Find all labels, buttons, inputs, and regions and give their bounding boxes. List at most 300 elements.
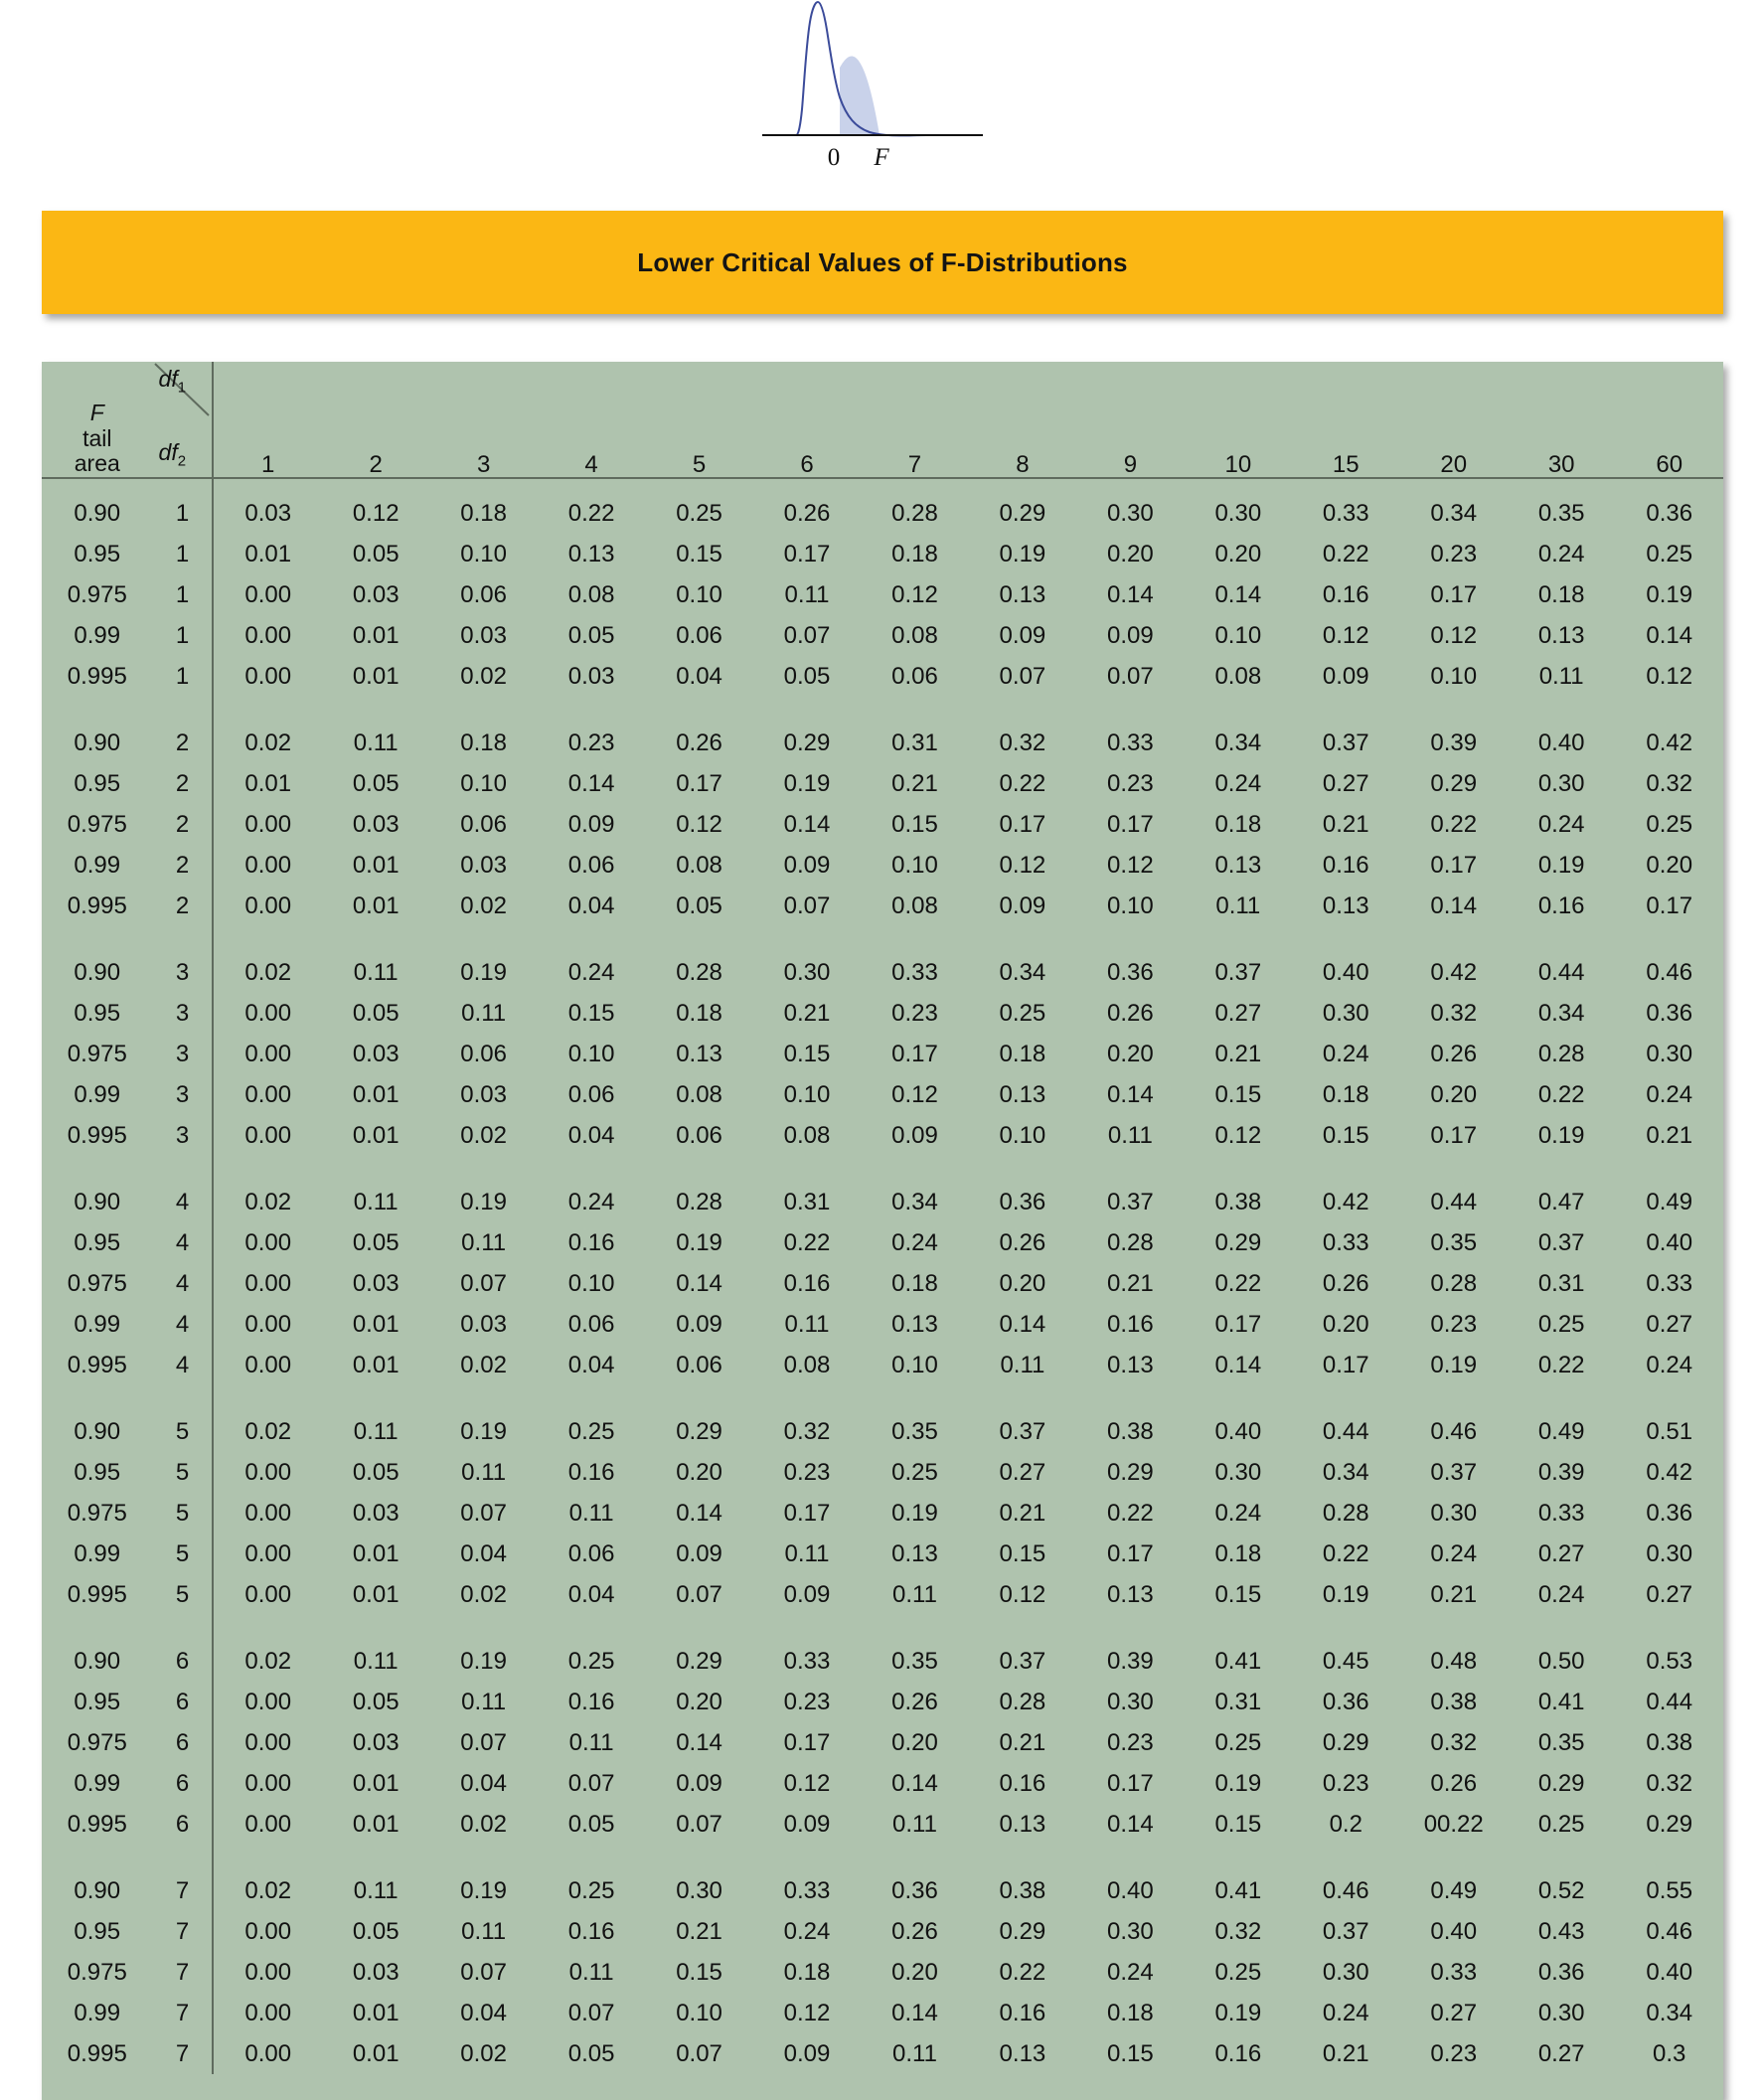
cell-critical-value: 0.06 <box>567 1539 615 1567</box>
cell-critical-value: 0.20 <box>1214 540 1262 567</box>
cell-critical-value: 0.14 <box>891 1769 938 1797</box>
cell-critical-value: 0.04 <box>567 1351 615 1378</box>
cell-critical-value: 0.48 <box>1430 1647 1478 1675</box>
cell-df2: 7 <box>153 1952 214 1993</box>
header-gap-cell <box>213 478 321 493</box>
cell-critical-value: 0.13 <box>999 1810 1046 1838</box>
cell-critical-value: 0.00 <box>244 1040 292 1067</box>
cell-critical-value: 0.08 <box>783 1121 831 1149</box>
cell-critical-value: 0.15 <box>891 810 938 838</box>
cell-critical-value: 0.12 <box>999 1580 1046 1608</box>
cell-critical-value: 0.03 <box>352 1040 400 1067</box>
group-spacer-cell <box>645 697 752 723</box>
cell-critical-value: 0.20 <box>1646 851 1693 879</box>
cell-df2: 3 <box>153 1115 214 1156</box>
cell-tail-area: 0.99 <box>74 1539 121 1567</box>
cell-critical-value: 0.04 <box>676 662 722 690</box>
cell-critical-value: 0.17 <box>1646 891 1693 919</box>
cell-critical-value: 0.32 <box>1646 769 1693 797</box>
cell-critical-value: 0.30 <box>1430 1499 1478 1527</box>
cell-critical-value: 0.00 <box>244 999 292 1027</box>
cell-critical-value: 0.00 <box>244 1310 292 1338</box>
cell-critical-value: 0.12 <box>783 1769 831 1797</box>
cell-critical-value: 0.07 <box>999 662 1046 690</box>
cell-critical-value: 0.11 <box>353 1876 399 1904</box>
cell-critical-value: 0.42 <box>1646 728 1693 756</box>
cell-tail-area: 0.95 <box>74 999 121 1027</box>
group-spacer-cell <box>1615 1845 1723 1870</box>
cell-critical-value: 0.02 <box>244 1188 292 1215</box>
group-spacer-cell <box>1400 1156 1508 1182</box>
cell-critical-value: 0.23 <box>1430 540 1478 567</box>
cell-critical-value: 0.09 <box>783 1580 831 1608</box>
cell-critical-value: 0.02 <box>460 1580 507 1608</box>
table-row <box>42 1641 1723 1682</box>
cell-critical-value: 0.25 <box>567 1647 615 1675</box>
group-spacer-cell <box>1508 1615 1615 1641</box>
cell-critical-value: 0.21 <box>783 999 831 1027</box>
cell-critical-value: 0.17 <box>891 1040 938 1067</box>
tail-area-header-line3: area <box>74 450 120 477</box>
cell-critical-value: 0.38 <box>1107 1417 1154 1445</box>
table-row <box>42 2033 1723 2074</box>
group-spacer-cell <box>322 697 429 723</box>
cell-critical-value: 0.42 <box>1646 1458 1693 1486</box>
cell-critical-value: 0.09 <box>1322 662 1369 690</box>
group-spacer-cell <box>1076 1845 1184 1870</box>
cell-critical-value: 0.05 <box>783 662 831 690</box>
group-spacer-cell <box>322 1615 429 1641</box>
cell-critical-value: 0.29 <box>1214 1228 1262 1256</box>
cell-critical-value: 0.17 <box>1430 1121 1478 1149</box>
group-spacer-cell <box>1508 926 1615 952</box>
f-tail-shading <box>840 56 880 135</box>
cell-critical-value: 0.09 <box>999 621 1046 649</box>
cell-tail-area: 0.995 <box>67 1351 127 1378</box>
group-spacer-cell <box>1076 1615 1184 1641</box>
cell-critical-value: 0.21 <box>1430 1580 1478 1608</box>
cell-critical-value: 0.29 <box>999 499 1046 527</box>
tail-area-header <box>42 362 153 477</box>
cell-critical-value: 0.17 <box>783 540 831 567</box>
cell-critical-value: 0.00 <box>244 1999 292 2026</box>
cell-critical-value: 0.22 <box>567 499 615 527</box>
cell-df2: 3 <box>153 1074 214 1115</box>
cell-critical-value: 0.04 <box>460 1769 507 1797</box>
group-spacer-cell <box>42 926 153 952</box>
cell-critical-value: 0.16 <box>999 1999 1046 2026</box>
cell-critical-value: 0.28 <box>1107 1228 1154 1256</box>
header-gap-row <box>42 478 1723 493</box>
cell-critical-value: 0.44 <box>1646 1688 1693 1715</box>
group-spacer-row <box>42 697 1723 723</box>
cell-critical-value: 0.11 <box>784 580 830 608</box>
cell-tail-area: 0.90 <box>74 728 121 756</box>
table-row <box>42 1452 1723 1493</box>
cell-critical-value: 0.06 <box>567 851 615 879</box>
column-header-df1-9: 9 <box>1123 451 1138 478</box>
cell-critical-value: 0.19 <box>1214 1999 1262 2026</box>
cell-critical-value: 0.05 <box>676 891 722 919</box>
cell-critical-value: 0.37 <box>1322 1917 1369 1945</box>
cell-critical-value: 0.05 <box>567 2039 615 2067</box>
cell-tail-area: 0.90 <box>74 1188 121 1215</box>
cell-critical-value: 0.26 <box>676 728 722 756</box>
group-spacer-cell <box>969 1845 1076 1870</box>
group-spacer-cell <box>1615 1156 1723 1182</box>
cell-critical-value: 0.13 <box>676 1040 722 1067</box>
cell-critical-value: 0.00 <box>244 851 292 879</box>
cell-critical-value: 0.01 <box>352 1539 400 1567</box>
cell-critical-value: 0.14 <box>1107 580 1154 608</box>
cell-df2: 3 <box>153 1034 214 1074</box>
cell-critical-value: 0.11 <box>461 1458 507 1486</box>
cell-critical-value: 0.01 <box>352 1310 400 1338</box>
cell-critical-value: 0.31 <box>783 1188 831 1215</box>
cell-critical-value: 0.09 <box>567 810 615 838</box>
group-spacer-cell <box>1615 697 1723 723</box>
cell-critical-value: 0.13 <box>1107 1580 1154 1608</box>
cell-critical-value: 0.29 <box>1107 1458 1154 1486</box>
cell-critical-value: 0.09 <box>783 1810 831 1838</box>
cell-tail-area: 0.95 <box>74 540 121 567</box>
column-header-df1-7: 7 <box>907 451 922 478</box>
cell-critical-value: 0.33 <box>783 1647 831 1675</box>
cell-critical-value: 0.19 <box>460 958 507 986</box>
group-spacer-row <box>42 1385 1723 1411</box>
cell-critical-value: 0.14 <box>1107 1810 1154 1838</box>
cell-critical-value: 0.23 <box>1322 1769 1369 1797</box>
cell-critical-value: 0.24 <box>783 1917 831 1945</box>
group-spacer-cell <box>213 1385 321 1411</box>
cell-df2: 1 <box>153 656 214 697</box>
cell-critical-value: 0.22 <box>1214 1269 1262 1297</box>
cell-critical-value: 0.29 <box>1646 1810 1693 1838</box>
cell-critical-value: 0.10 <box>1107 891 1154 919</box>
cell-critical-value: 0.11 <box>568 1499 614 1527</box>
cell-critical-value: 0.55 <box>1646 1876 1693 1904</box>
tail-area-header-line1: F <box>89 399 104 425</box>
cell-critical-value: 0.32 <box>1214 1917 1262 1945</box>
cell-critical-value: 0.11 <box>353 1417 399 1445</box>
table-bottom-padding <box>42 2074 1723 2100</box>
cell-critical-value: 0.13 <box>1537 621 1585 649</box>
cell-tail-area: 0.99 <box>74 1310 121 1338</box>
cell-critical-value: 0.03 <box>244 499 292 527</box>
cell-tail-area: 0.995 <box>67 2039 127 2067</box>
table-row <box>42 1911 1723 1952</box>
cell-critical-value: 0.31 <box>891 728 938 756</box>
cell-tail-area: 0.975 <box>67 580 127 608</box>
cell-critical-value: 0.36 <box>891 1876 938 1904</box>
cell-critical-value: 0.15 <box>783 1040 831 1067</box>
cell-df2: 2 <box>153 723 214 763</box>
cell-critical-value: 0.14 <box>567 769 615 797</box>
group-spacer-cell <box>1185 697 1292 723</box>
cell-critical-value: 0.16 <box>1322 580 1369 608</box>
cell-critical-value: 0.17 <box>1322 1351 1369 1378</box>
cell-critical-value: 0.30 <box>1646 1539 1693 1567</box>
cell-critical-value: 0.10 <box>891 1351 938 1378</box>
cell-critical-value: 0.33 <box>891 958 938 986</box>
cell-critical-value: 0.10 <box>891 851 938 879</box>
cell-critical-value: 0.38 <box>1646 1728 1693 1756</box>
cell-critical-value: 0.01 <box>352 1080 400 1108</box>
cell-df2: 6 <box>153 1722 214 1763</box>
cell-critical-value: 0.10 <box>999 1121 1046 1149</box>
cell-critical-value: 0.28 <box>891 499 938 527</box>
cell-critical-value: 0.39 <box>1430 728 1478 756</box>
group-spacer-cell <box>1508 697 1615 723</box>
cell-critical-value: 0.44 <box>1537 958 1585 986</box>
cell-critical-value: 0.18 <box>1537 580 1585 608</box>
group-spacer-cell <box>1076 1385 1184 1411</box>
cell-critical-value: 0.24 <box>1322 1040 1369 1067</box>
cell-critical-value: 0.23 <box>1430 2039 1478 2067</box>
cell-critical-value: 0.02 <box>244 1876 292 1904</box>
cell-critical-value: 0.35 <box>1537 499 1585 527</box>
cell-critical-value: 0.02 <box>460 1121 507 1149</box>
cell-critical-value: 0.11 <box>891 1580 937 1608</box>
cell-df2: 5 <box>153 1411 214 1452</box>
cell-critical-value: 0.08 <box>891 621 938 649</box>
group-spacer-cell <box>753 1845 861 1870</box>
cell-critical-value: 0.25 <box>1646 540 1693 567</box>
cell-critical-value: 0.07 <box>783 621 831 649</box>
group-spacer-cell <box>429 697 537 723</box>
group-spacer-cell <box>753 1615 861 1641</box>
cell-critical-value: 0.21 <box>1322 2039 1369 2067</box>
cell-critical-value: 0.17 <box>1430 851 1478 879</box>
cell-critical-value: 0.33 <box>1646 1269 1693 1297</box>
cell-critical-value: 0.18 <box>999 1040 1046 1067</box>
cell-critical-value: 0.05 <box>567 1810 615 1838</box>
cell-df2: 2 <box>153 845 214 886</box>
cell-critical-value: 0.14 <box>676 1269 722 1297</box>
cell-critical-value: 0.20 <box>1107 540 1154 567</box>
group-spacer-cell <box>1400 1615 1508 1641</box>
table-row <box>42 1993 1723 2033</box>
table-row <box>42 952 1723 993</box>
header-gap-cell <box>1508 478 1615 493</box>
cell-critical-value: 0.35 <box>1537 1728 1585 1756</box>
cell-df2: 5 <box>153 1574 214 1615</box>
cell-critical-value: 0.03 <box>352 1728 400 1756</box>
cell-tail-area: 0.95 <box>74 769 121 797</box>
cell-critical-value: 0.04 <box>460 1999 507 2026</box>
cell-critical-value: 0.01 <box>352 891 400 919</box>
cell-critical-value: 0.25 <box>1214 1958 1262 1986</box>
cell-critical-value: 0.11 <box>784 1310 830 1338</box>
cell-critical-value: 0.15 <box>1322 1121 1369 1149</box>
cell-critical-value: 0.06 <box>460 810 507 838</box>
cell-critical-value: 0.12 <box>891 1080 938 1108</box>
group-spacer-cell <box>969 1615 1076 1641</box>
cell-df2: 1 <box>153 615 214 656</box>
cell-critical-value: 0.30 <box>1646 1040 1693 1067</box>
cell-critical-value: 0.10 <box>567 1040 615 1067</box>
cell-critical-value: 0.11 <box>1107 1121 1153 1149</box>
cell-critical-value: 0.11 <box>461 1228 507 1256</box>
cell-critical-value: 0.19 <box>783 769 831 797</box>
cell-critical-value: 0.33 <box>1107 728 1154 756</box>
group-spacer-cell <box>753 1385 861 1411</box>
cell-tail-area: 0.95 <box>74 1688 121 1715</box>
cell-critical-value: 0.00 <box>244 1688 292 1715</box>
cell-critical-value: 0.46 <box>1322 1876 1369 1904</box>
column-header-df1-4: 4 <box>584 451 598 478</box>
cell-critical-value: 0.03 <box>352 580 400 608</box>
cell-critical-value: 0.16 <box>783 1269 831 1297</box>
table-row <box>42 1804 1723 1845</box>
cell-critical-value: 0.01 <box>352 2039 400 2067</box>
header-gap-cell <box>42 478 153 493</box>
group-spacer-cell <box>538 1845 645 1870</box>
header-gap-cell <box>1615 478 1723 493</box>
header-gap-cell <box>1076 478 1184 493</box>
group-spacer-cell <box>213 1156 321 1182</box>
group-spacer-row <box>42 926 1723 952</box>
cell-critical-value: 0.04 <box>567 1580 615 1608</box>
cell-critical-value: 0.08 <box>567 580 615 608</box>
table-row <box>42 1493 1723 1534</box>
cell-critical-value: 0.37 <box>1322 728 1369 756</box>
cell-critical-value: 0.13 <box>999 580 1046 608</box>
cell-critical-value: 0.24 <box>1537 540 1585 567</box>
cell-df2: 6 <box>153 1641 214 1682</box>
cell-critical-value: 0.14 <box>1214 580 1262 608</box>
cell-critical-value: 0.19 <box>999 540 1046 567</box>
cell-critical-value: 0.07 <box>460 1728 507 1756</box>
header-gap-cell <box>153 478 214 493</box>
cell-critical-value: 0.22 <box>1322 540 1369 567</box>
group-spacer-cell <box>861 1615 968 1641</box>
group-spacer-cell <box>1400 1845 1508 1870</box>
cell-critical-value: 0.35 <box>1430 1228 1478 1256</box>
cell-critical-value: 0.10 <box>567 1269 615 1297</box>
group-spacer-cell <box>645 926 752 952</box>
cell-critical-value: 0.25 <box>891 1458 938 1486</box>
cell-critical-value: 0.41 <box>1537 1688 1585 1715</box>
cell-critical-value: 0.04 <box>567 1121 615 1149</box>
cell-critical-value: 0.21 <box>999 1499 1046 1527</box>
cell-critical-value: 0.17 <box>783 1728 831 1756</box>
cell-critical-value: 0.03 <box>352 810 400 838</box>
group-spacer-cell <box>1185 1156 1292 1182</box>
cell-critical-value: 0.17 <box>1214 1310 1262 1338</box>
column-header-df1-30: 30 <box>1547 451 1575 478</box>
cell-critical-value: 0.07 <box>567 1769 615 1797</box>
cell-critical-value: 0.34 <box>1537 999 1585 1027</box>
cell-critical-value: 0.29 <box>1322 1728 1369 1756</box>
cell-critical-value: 0.30 <box>1322 999 1369 1027</box>
cell-df2: 7 <box>153 1911 214 1952</box>
cell-critical-value: 0.00 <box>244 1769 292 1797</box>
cell-critical-value: 0.3 <box>1653 2039 1686 2067</box>
cell-critical-value: 0.11 <box>461 999 507 1027</box>
cell-critical-value: 0.00 <box>244 1917 292 1945</box>
cell-critical-value: 0.26 <box>999 1228 1046 1256</box>
table-row <box>42 1411 1723 1452</box>
cell-critical-value: 0.40 <box>1430 1917 1478 1945</box>
cell-df2: 2 <box>153 886 214 926</box>
cell-critical-value: 0.15 <box>676 540 722 567</box>
cell-critical-value: 0.15 <box>567 999 615 1027</box>
group-spacer-cell <box>213 1615 321 1641</box>
cell-critical-value: 0.11 <box>1000 1351 1045 1378</box>
table-row <box>42 1345 1723 1385</box>
column-header-df1-8: 8 <box>1016 451 1030 478</box>
cell-df2: 4 <box>153 1304 214 1345</box>
group-spacer-cell <box>645 1156 752 1182</box>
group-spacer-cell <box>429 926 537 952</box>
cell-critical-value: 0.30 <box>1107 1917 1154 1945</box>
cell-critical-value: 0.02 <box>244 958 292 986</box>
cell-critical-value: 0.25 <box>999 999 1046 1027</box>
cell-critical-value: 0.00 <box>244 1810 292 1838</box>
group-spacer-cell <box>42 1385 153 1411</box>
cell-critical-value: 0.00 <box>244 1458 292 1486</box>
group-spacer-cell <box>753 1156 861 1182</box>
cell-df2: 4 <box>153 1345 214 1385</box>
cell-critical-value: 0.32 <box>783 1417 831 1445</box>
group-spacer-cell <box>538 926 645 952</box>
cell-critical-value: 0.37 <box>1430 1458 1478 1486</box>
group-spacer-cell <box>1508 1845 1615 1870</box>
cell-df2: 7 <box>153 2033 214 2074</box>
cell-critical-value: 0.13 <box>891 1310 938 1338</box>
cell-critical-value: 0.12 <box>1214 1121 1262 1149</box>
group-spacer-cell <box>969 1385 1076 1411</box>
cell-critical-value: 0.27 <box>1537 2039 1585 2067</box>
cell-critical-value: 0.15 <box>676 1958 722 1986</box>
cell-critical-value: 0.24 <box>1214 769 1262 797</box>
cell-critical-value: 0.02 <box>244 1647 292 1675</box>
cell-critical-value: 0.24 <box>1537 810 1585 838</box>
cell-df2: 6 <box>153 1682 214 1722</box>
cell-critical-value: 0.33 <box>1322 499 1369 527</box>
cell-critical-value: 0.15 <box>1214 1080 1262 1108</box>
group-spacer-cell <box>645 1845 752 1870</box>
cell-critical-value: 0.25 <box>676 499 722 527</box>
cell-critical-value: 0.27 <box>999 1458 1046 1486</box>
header-gap-cell <box>861 478 968 493</box>
group-spacer-cell <box>153 1156 214 1182</box>
cell-df2: 5 <box>153 1534 214 1574</box>
cell-critical-value: 0.18 <box>891 1269 938 1297</box>
cell-df2: 2 <box>153 804 214 845</box>
cell-critical-value: 0.18 <box>1107 1999 1154 2026</box>
cell-critical-value: 0.40 <box>1646 1958 1693 1986</box>
cell-critical-value: 0.03 <box>352 1499 400 1527</box>
f-distribution-table-container <box>42 362 1723 2100</box>
cell-critical-value: 0.23 <box>1107 769 1154 797</box>
cell-critical-value: 0.33 <box>1537 1499 1585 1527</box>
group-spacer-cell <box>538 697 645 723</box>
cell-critical-value: 0.36 <box>1537 1958 1585 1986</box>
cell-critical-value: 0.09 <box>891 1121 938 1149</box>
cell-critical-value: 0.25 <box>1646 810 1693 838</box>
cell-critical-value: 0.11 <box>784 1539 830 1567</box>
cell-critical-value: 0.18 <box>891 540 938 567</box>
cell-critical-value: 0.05 <box>352 540 400 567</box>
cell-critical-value: 0.28 <box>1322 1499 1369 1527</box>
cell-critical-value: 0.45 <box>1322 1647 1369 1675</box>
df1-label: $df_1$ <box>158 366 187 397</box>
cell-critical-value: 0.11 <box>353 1647 399 1675</box>
table-row <box>42 493 1723 534</box>
cell-critical-value: 0.29 <box>783 728 831 756</box>
